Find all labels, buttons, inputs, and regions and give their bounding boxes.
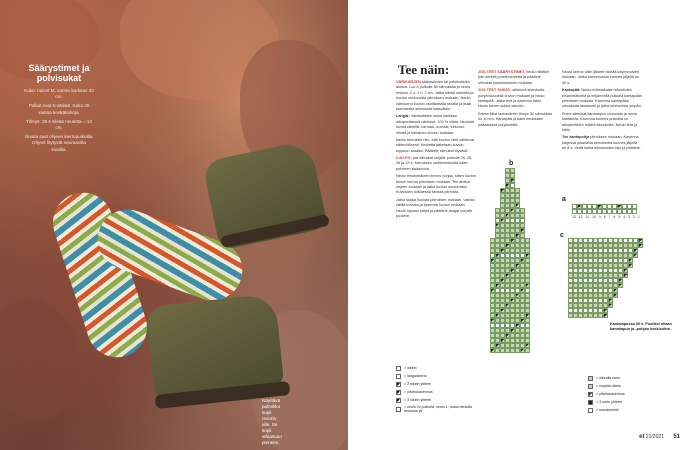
paragraph-text: Poimi silmukat kantalapun reunoista ja neulo kantakiila. Kavenna kunnes puikoilla on alkuperäinen määrä silmukoita. Neulo terä ja kärki.: [562, 111, 638, 132]
paragraph: [478, 112, 552, 128]
legend-label: = reunamerkki: [596, 407, 619, 412]
legend-left: [396, 366, 486, 416]
chart-label-a: a: [562, 196, 566, 203]
page-title: Tee näin:: [398, 62, 450, 77]
paragraph-text: Varsisukkien lanka kaikissa alkuperäisissä väreissä, 100 % villaa. Neulotut kuviot väreillä: harmaa, oranssi, turkoosi, vihreä ja keltainen kuvion mukaan.: [396, 114, 475, 135]
legend-label: = 3 oikein yhteen: [404, 397, 432, 402]
caption-line: resorin: [262, 415, 277, 421]
legend-symbol-icon: [396, 382, 401, 387]
chart-label-c: c: [560, 232, 564, 239]
legend-symbol-icon: [588, 408, 593, 413]
magazine-name: et: [639, 434, 645, 440]
paragraph-lead: Kantapää:: [562, 88, 581, 93]
knitting-chart-a: [572, 204, 640, 214]
page-number: 51: [673, 434, 680, 440]
photo-info: [24, 88, 94, 156]
legend-symbol-icon: [396, 398, 401, 403]
legend-label: = nurjalla oikein: [596, 383, 622, 388]
paragraph-lead: Langat:: [396, 114, 410, 119]
info-line: Koko: naiset M, varren korkeus 33 cm.: [24, 88, 94, 100]
paragraph: [478, 70, 552, 86]
paragraph: [396, 174, 476, 196]
chart-label-b: b: [509, 160, 514, 167]
legend-label: = oikein: [404, 365, 417, 370]
paragraph-text: piirroksen mukaan. Kavenna kärjessä jokaisella kerroksella kunnes jäljellä on 8 s. Vedä lanka silmukoiden läpi ja päättele.: [562, 135, 641, 151]
legend-symbol-icon: [396, 374, 401, 379]
legend-item: [588, 392, 683, 397]
page-footer: [639, 434, 680, 440]
paragraph-text: Neulo ensimmäinen kerros nurjaa, sitten kuvion toinen kerros piirroksen mukaan. Tee aloitus ohjeen mukaan ja jatka kuvion neulomista. Kuvioiden toistuessa seuraa piirrosta.: [396, 174, 476, 195]
legend-item: [396, 382, 486, 387]
caption-line: Näyttävä: [262, 398, 281, 403]
instructions-page: [348, 0, 696, 450]
stitch-number: 7: [608, 215, 611, 219]
caption-line: palmikko: [262, 403, 281, 409]
legend-item: [396, 366, 486, 371]
paragraph: [396, 138, 476, 154]
paragraph-lead: LUO P.S.: [396, 156, 412, 161]
paragraph-text: neulo niiltäkin pari senttiä joustinneuletta ja päättele silmukat joustinneuleen mukaan.: [478, 70, 550, 85]
legend-symbol-icon: [588, 400, 593, 405]
legend-label: = neulo 2x puikolla, neulo 1, nosta neulottu neulotun yli: [404, 405, 473, 413]
paragraph: [396, 198, 476, 220]
legend-label: = 2 oikein yhteen: [404, 381, 432, 386]
paragraph-lead: JOS TEET SÄÄRYSTIMET,: [478, 70, 526, 74]
stitch-number: 6: [613, 215, 616, 219]
paragraph: [396, 114, 476, 136]
knitting-chart-b: [490, 168, 530, 353]
caption-line: pieneen.: [262, 439, 280, 445]
chart-cell: [632, 209, 637, 214]
paragraph-text: Esimerkiksi lankavärien tiheys 30 silmukkaa on 10 cm. Kantapää ja kärki neulotaan pääasiassa pohjavärillä.: [478, 111, 552, 127]
stitch-number: 5: [618, 215, 621, 219]
chart-cell: [638, 313, 643, 318]
stitch-number: 3: [628, 215, 631, 219]
chart-cell: [525, 348, 530, 353]
stitch-number: 13: [572, 215, 576, 219]
stitch-number: 2: [633, 215, 635, 219]
stitch-number: 10: [592, 215, 596, 219]
paragraph: [562, 112, 642, 134]
paragraph: [562, 135, 642, 151]
rock: [0, 300, 80, 420]
paragraph: [478, 88, 552, 110]
legend-label: = oikealla nurin: [596, 375, 621, 380]
paragraph: [562, 88, 642, 110]
stitch-number: 12: [578, 215, 583, 219]
paragraph-text: säärystimien tai polvisukkien aloitus: Luo 4 puikolle 55 silmukkaa ja neulo resoria, 2 o, 2 n, 7 cm. Jatka sileää neuletta ja kuvion neulomista piirroksen mukaan. Neulo värivuorot kuvion osoittamalla tavalla ja lisää kerroksella silmukoita tasavälein.: [396, 80, 474, 111]
paragraph: [396, 80, 476, 112]
paragraph-lead: VÄRIKÄRJEN: [396, 80, 421, 84]
legend-item: [588, 384, 683, 389]
info-line: Tiheys: 29 s sileää neuletta = 10 cm.: [26, 118, 92, 130]
legend-item: [588, 376, 683, 381]
paragraph-lead: JOS TEET SUKAT,: [478, 88, 511, 93]
paragraph-text: Neulo kerros välin jälkeen sileää kavennusten mukaan. Jatka kavennuksia kunnes jäljellä on 40 s.: [562, 70, 640, 85]
stitch-number: 8: [603, 215, 606, 219]
paragraph-text: Neulo edestakaisin silmukoita ensimmäisellä ja neljännellä puikolla kantapään piirroksen mukaan. Kavenna kantapään silmukoita tasaisesti ja jatka neulomista ympäri.: [562, 88, 642, 109]
paragraph-text: Jatka sukka kuviota piirroksen mukaan, vaihda välillä kuviota ja kavenna kuvion mukaan. Neulo lopuksi kärjet ja päättele langat nurjalle puolelle.: [396, 197, 475, 218]
legend-item: [588, 400, 683, 405]
paragraph-text: jaa silmukat neljälle puikolle 26, 26, 26 ja 13 s. Kerroksen vaihtumiskohta tulee pohkeen sisäsivulle.: [396, 156, 473, 171]
legend-item: [396, 406, 486, 413]
caption-line: arkiasuun: [262, 433, 282, 439]
legend-symbol-icon: [396, 366, 401, 371]
paragraph: [562, 70, 642, 86]
caption-line: sopii: [262, 427, 272, 433]
info-line: Pulkat ovat 6-värisiä. Koko 39 vastaa kenkäkokoja.: [28, 103, 90, 115]
chart-a-stitch-numbers: [572, 215, 640, 219]
legend-symbol-icon: [588, 384, 593, 389]
caption-line: alle. Se: [262, 421, 278, 427]
stitch-number: 11: [585, 215, 590, 219]
legend-item: [588, 408, 683, 413]
legend-symbol-icon: [396, 407, 401, 412]
legend-label: = langankierto: [404, 373, 427, 378]
text-column-1: [396, 80, 476, 221]
paragraph-text: vähennä silmukoita pohjeosuudella kuvion mukaan ja neulo kantapää. Jatka terä ja kavenna kärki. Neulo toinen sukka samoin.: [478, 88, 545, 109]
legend-symbol-icon: [588, 392, 593, 397]
text-column-2: [478, 70, 552, 130]
knitting-chart-c: [568, 238, 643, 318]
stitch-number: 9: [598, 215, 601, 219]
info-line: Ilmoita saat ohjeen kiertopuikoilla. Ohjeet löytyvät seuraavilta sivuilta.: [24, 134, 94, 152]
legend-item: [396, 390, 486, 395]
photo-title: Säärystimet ja polvisukat: [28, 63, 90, 83]
heel-note: Kantalapussa 30 s. Puoliksi ollaan kantalapun ja -pohjan keskikohta.: [610, 322, 672, 331]
caption-line: sopii: [262, 409, 272, 415]
legend-symbol-icon: [588, 376, 593, 381]
photo-caption: [262, 398, 302, 446]
paragraph-text: Neulo kerroksia niin, että kuvion värit vaihtuvat säännöllisesti. Neuletta jatketaan kuvion loppuun saakka. Päättele silmukat löysästi.: [396, 137, 475, 153]
legend-label: = 3 nurin yhteen: [596, 399, 622, 404]
issue-number: 21/2021: [645, 434, 664, 440]
text-column-3: [562, 70, 642, 153]
stitch-number: 1: [638, 215, 640, 219]
stitch-number: 4: [623, 215, 626, 219]
legend-label: = ylivetokavennus: [404, 389, 433, 394]
legend-symbol-icon: [396, 390, 401, 395]
legend-label: = ylivetokavennus: [596, 391, 625, 396]
paragraph: [396, 156, 476, 172]
legend-right: [588, 376, 683, 416]
paragraph-lead: Tee kantapohja: [562, 135, 590, 140]
legend-item: [396, 374, 486, 379]
legend-item: [396, 398, 486, 403]
